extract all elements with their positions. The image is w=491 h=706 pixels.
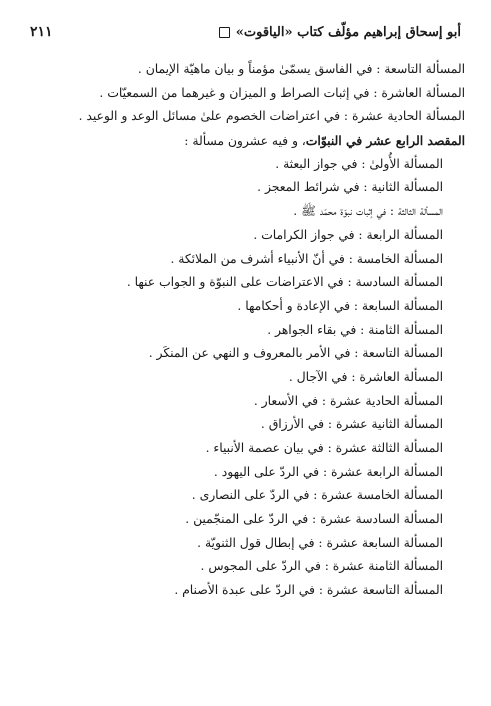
list-item: المسألة الأُولىٰ : في جواز البعثة . xyxy=(275,156,443,171)
list-item: المسألة السادسة : في الاعتراضات على النبوّة و الجواب عنها . xyxy=(126,275,443,290)
section-heading: المقصد الرابع عشر في النبوّات xyxy=(305,133,465,149)
list-item: المسألة الخامسة عشرة : في الردّ على النصارى . xyxy=(191,488,443,503)
list-item: المسألة الثامنة عشرة : في الردّ على المجوس . xyxy=(200,559,443,574)
list-item: المسألة الثامنة : في بقاء الجواهر . xyxy=(267,322,443,337)
list-item: المسألة الرابعة عشرة : في الردّ على اليهود . xyxy=(213,464,443,479)
header-title: أبو إسحاق إبراهيم مؤلّف كتاب «الياقوت» xyxy=(235,24,461,40)
page-body xyxy=(26,58,465,603)
list-item: المسألة التاسعة عشرة : في الردّ على عبدة الأصنام . xyxy=(174,583,443,598)
text-line: المسألة العاشرة : في إثبات الصراط و الميزان و غيرهما من السمعيّات . xyxy=(99,85,465,100)
list-item: المسألة الثانية عشرة : في الأرزاق . xyxy=(260,417,443,432)
header-title-group xyxy=(219,25,461,40)
list-item: المسألة الثالثة عشرة : في بيان عصمة الأنبياء . xyxy=(205,441,443,455)
text-line: المسألة التاسعة : في الفاسق يسمّىٰ مؤمناً و بيان ماهيّة الإيمان . xyxy=(137,62,465,76)
list-item: المسألة الثانية : في شرائط المعجز . xyxy=(257,180,443,195)
section-heading-line xyxy=(26,129,465,153)
list-item: المسألة التاسعة : في الأمر بالمعروف و النهي عن المنكَر . xyxy=(148,346,443,361)
section-heading-tail: ، و فيه عشرون مسألة : xyxy=(184,134,306,149)
list-item: المسألة السابعة : في الإعادة و أحكامها . xyxy=(237,298,443,313)
list-item: المسألة الحادية عشرة : في الأسعار . xyxy=(253,393,443,408)
list-item: المسألة الخامسة : في أنّ الأنبياء أشرف من الملائكة . xyxy=(170,251,443,266)
page-number: ٢١١ xyxy=(30,24,53,40)
running-header xyxy=(30,22,461,42)
text-line: المسألة الحادية عشرة : في اعتراضات الخصوم علىٰ مسائل الوعد و الوعيد . xyxy=(78,109,465,124)
list-item: المسألة العاشرة : في الآجال . xyxy=(288,369,443,384)
list-item: المسألة الثالثة : في إثبات نبوّة محمّد ﷺ . xyxy=(293,204,443,219)
square-box-icon xyxy=(219,27,230,38)
list-item: المسألة السابعة عشرة : في إبطال قول الثنويّة . xyxy=(197,535,443,550)
list-item: المسألة السادسة عشرة : في الردّ على المنجّمين . xyxy=(185,512,443,527)
list-item: المسألة الرابعة : في جواز الكرامات . xyxy=(253,227,443,242)
